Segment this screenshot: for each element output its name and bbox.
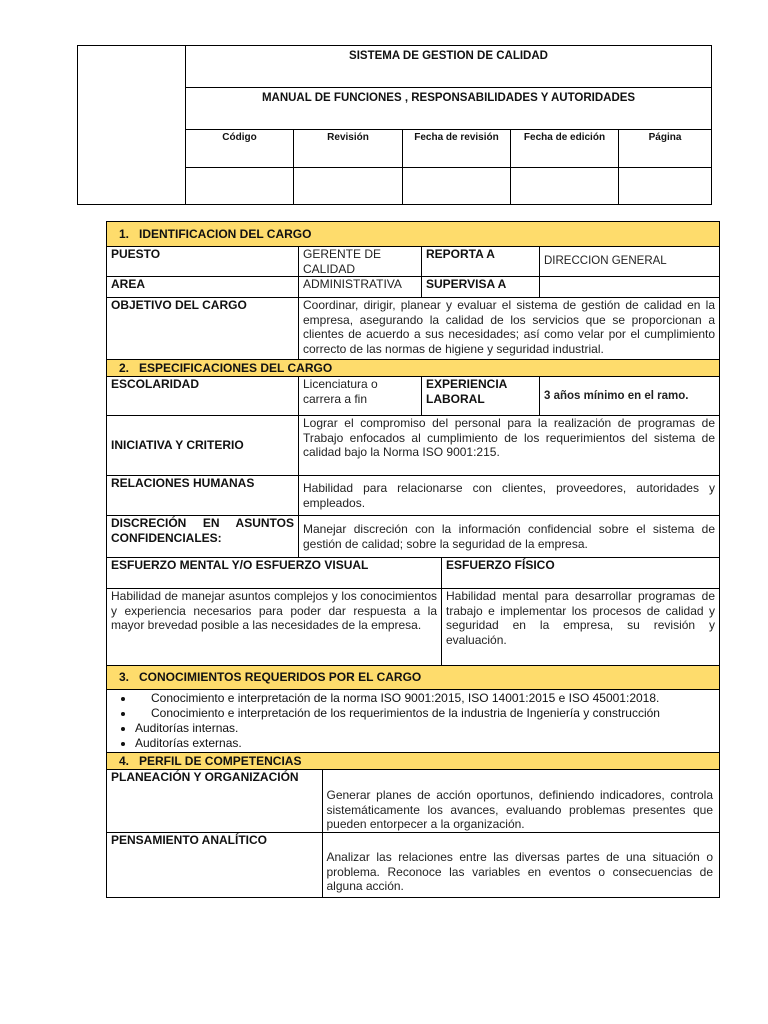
logo-cell <box>78 46 186 205</box>
system-title: SISTEMA DE GESTION DE CALIDAD <box>186 46 712 88</box>
header-value-pagina <box>619 168 712 205</box>
area-value: ADMINISTRATIVA <box>299 277 422 298</box>
experiencia-value: 3 años mínimo en el ramo. <box>540 377 720 416</box>
area-label: AREA <box>107 277 299 298</box>
header-col-codigo: Código <box>186 130 294 168</box>
header-value-revision <box>294 168 403 205</box>
puesto-label: PUESTO <box>107 247 299 277</box>
header-col-pagina: Página <box>619 130 712 168</box>
experiencia-label: EXPERIENCIA LABORAL <box>422 377 540 416</box>
objetivo-value: Coordinar, dirigir, planear y evaluar el sistema de gestión de calidad en la empresa, asegurando la calidad de los servicios que se proporcionan a clientes de acuerdo a sus necesidades; así como velar por el cumplimiento correcto de las normas de higiene y seguridad industrial. <box>299 298 720 360</box>
esfuerzo-mental-label: ESFUERZO MENTAL Y/O ESFUERZO VISUAL <box>107 558 442 589</box>
header-col-revision: Revisión <box>294 130 403 168</box>
section-4-header: 4. PERFIL DE COMPETENCIAS <box>107 753 720 770</box>
section-2-header: 2. ESPECIFICACIONES DEL CARGO <box>107 360 720 377</box>
header-value-fecha-revision <box>403 168 511 205</box>
reporta-value: DIRECCION GENERAL <box>540 247 720 277</box>
pensamiento-label: PENSAMIENTO ANALÍTICO <box>107 833 322 897</box>
objetivo-label: OBJETIVO DEL CARGO <box>107 298 299 360</box>
discrecion-value: Manejar discreción con la información confidencial sobre el sistema de gestión de calidad; sobre la seguridad de la empresa. <box>299 516 720 558</box>
supervisa-value <box>540 277 720 298</box>
discrecion-label: DISCRECIÓN EN ASUNTOS CONFIDENCIALES: <box>107 516 299 558</box>
esfuerzo-fisico-label: ESFUERZO FÍSICO <box>442 558 720 589</box>
job-description-table <box>106 221 720 898</box>
puesto-value: GERENTE DE CALIDAD <box>299 247 422 277</box>
supervisa-label: SUPERVISA A <box>422 277 540 298</box>
esfuerzo-mental-value: Habilidad de manejar asuntos complejos y los conocimientos y experiencia necesarios para poder dar respuesta a la mayor brevedad posible a las necesidades de la empresa. <box>107 589 442 666</box>
planeacion-value: Generar planes de acción oportunos, definiendo indicadores, controla sistemáticamente los avances, evaluando problemas presentes que pueden entorpecer a la organización. <box>326 788 714 831</box>
relaciones-label: RELACIONES HUMANAS <box>107 476 299 516</box>
header-value-fecha-edicion <box>511 168 619 205</box>
list-item: • Auditorías externas. <box>135 736 715 751</box>
esfuerzo-fisico-value: Habilidad mental para desarrollar programas de trabajo e implementar los procesos de calidad y seguridad en la empresa, su revisión y evaluación. <box>442 589 720 666</box>
planeacion-row <box>107 770 720 833</box>
header-col-fecha-revision: Fecha de revisión <box>403 130 511 168</box>
section-3-header: 3. CONOCIMIENTOS REQUERIDOS POR EL CARGO <box>107 666 720 690</box>
pensamiento-row <box>107 833 720 898</box>
escolaridad-label: ESCOLARIDAD <box>107 377 299 416</box>
iniciativa-value: Lograr el compromiso del personal para la realización de programas de Trabajo enfocados al cumplimiento de los requerimientos del sistema de calidad bajo la Norma ISO 9001:215. <box>299 416 720 476</box>
manual-title: MANUAL DE FUNCIONES , RESPONSABILIDADES Y AUTORIDADES <box>186 88 712 130</box>
relaciones-value: Habilidad para relacionarse con clientes, proveedores, autoridades y empleados. <box>299 476 720 516</box>
reporta-label: REPORTA A <box>422 247 540 277</box>
knowledge-list-cell <box>107 690 720 753</box>
iniciativa-label: INICIATIVA Y CRITERIO <box>107 416 299 476</box>
section-1-header: 1. IDENTIFICACION DEL CARGO <box>107 222 720 247</box>
list-item: • Conocimiento e interpretación de la norma ISO 9001:2015, ISO 14001:2015 e ISO 45001:2018. <box>135 691 715 706</box>
list-item: • Conocimiento e interpretación de los requerimientos de la industria de Ingeniería y construcción <box>135 706 715 721</box>
list-item: • Auditorías internas. <box>135 721 715 736</box>
header-col-fecha-edicion: Fecha de edición <box>511 130 619 168</box>
planeacion-label: PLANEACIÓN Y ORGANIZACIÓN <box>107 770 322 832</box>
escolaridad-value: Licenciatura o carrera a fin <box>299 377 422 416</box>
document-header-table <box>77 45 712 205</box>
pensamiento-value: Analizar las relaciones entre las diversas partes de una situación o problema. Reconoce las variables en eventos o consecuencias de alguna acción. <box>326 850 714 893</box>
knowledge-list <box>111 691 715 751</box>
header-value-codigo <box>186 168 294 205</box>
